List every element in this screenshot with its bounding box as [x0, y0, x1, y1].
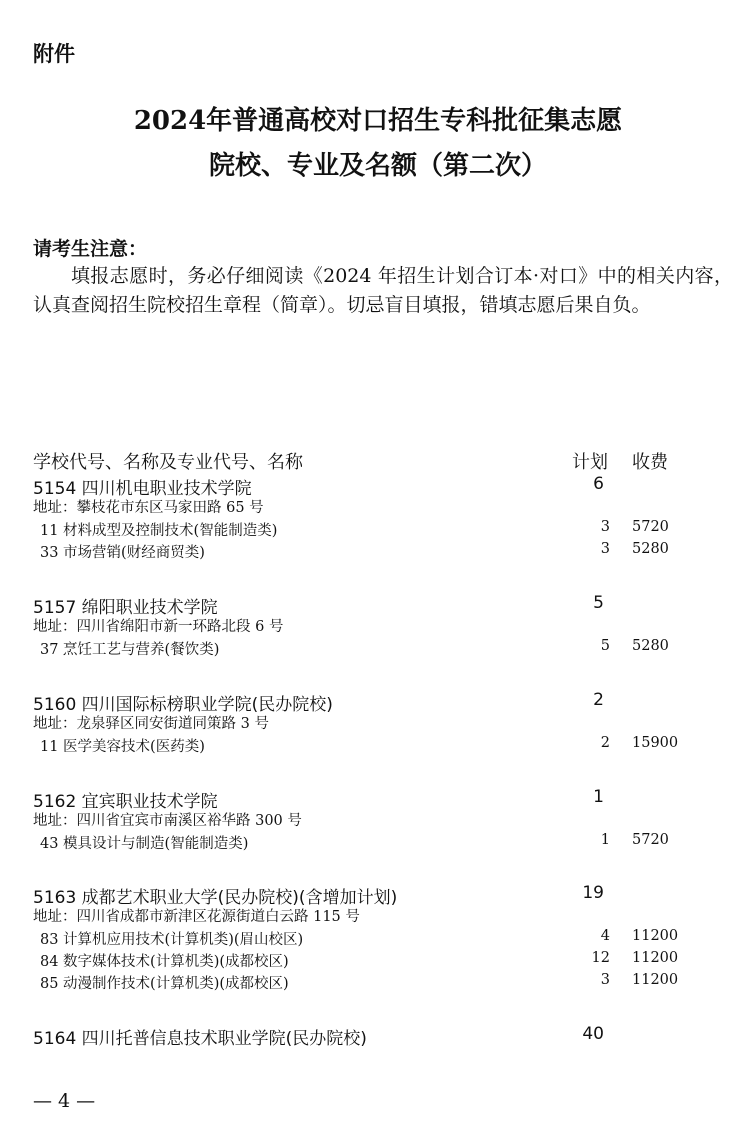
major-plan: 12 [591, 950, 610, 966]
school-name: 5162 宜宾职业技术学院 [33, 792, 218, 812]
major-name: 11 医学美容技术(医药类) [40, 739, 205, 755]
column-header-fee: 收费 [632, 452, 668, 473]
major-name: 83 计算机应用技术(计算机类)(眉山校区) [40, 932, 304, 948]
major-row [33, 950, 723, 970]
major-plan: 4 [600, 928, 610, 944]
major-row [33, 541, 723, 561]
notice-text: 填报志愿时，务必仔细阅读《2024 年招生计划合订本·对口》中的相关内容，认真查阅招生院校招生章程（简章）。切忌盲目填报，错填志愿后果自负。 [33, 265, 733, 316]
major-plan: 2 [600, 735, 610, 751]
major-row [33, 735, 723, 755]
page-title-line-1: 2024年普通高校对口招生专科批征集志愿 [133, 106, 623, 136]
major-plan: 3 [600, 519, 610, 535]
school-name: 5163 成都艺术职业大学(民办院校)(含增加计划) [33, 888, 398, 908]
major-row [33, 972, 723, 992]
school-plan: 40 [582, 1024, 604, 1044]
school-address: 地址：攀枝花市东区马家田路 65 号 [33, 500, 264, 516]
column-header-plan: 计划 [572, 452, 608, 473]
major-name: 33 市场营销(财经商贸类) [40, 545, 205, 561]
major-fee: 11200 [632, 950, 679, 966]
page-number: — 4 — [33, 1090, 96, 1112]
school-name: 5164 四川托普信息技术职业学院(民办院校) [33, 1029, 367, 1049]
major-fee: 11200 [632, 928, 679, 944]
major-plan: 3 [600, 972, 610, 988]
school-address: 地址：四川省宜宾市南溪区裕华路 300 号 [33, 813, 302, 829]
school-plan: 19 [582, 883, 604, 903]
major-row [33, 832, 723, 852]
major-fee: 11200 [632, 972, 679, 988]
major-name: 37 烹饪工艺与营养(餐饮类) [40, 642, 220, 658]
major-name: 11 材料成型及控制技术(智能制造类) [40, 523, 278, 539]
major-row [33, 638, 723, 658]
major-fee: 15900 [632, 735, 679, 751]
major-plan: 5 [600, 638, 610, 654]
major-fee: 5720 [632, 519, 669, 535]
school-address: 地址：四川省成都市新津区花源街道白云路 115 号 [33, 909, 360, 925]
attachment-label: 附件 [33, 42, 75, 66]
school-address: 地址：龙泉驿区同安街道同策路 3 号 [33, 716, 269, 732]
school-name: 5154 四川机电职业技术学院 [33, 479, 252, 499]
major-row [33, 519, 723, 539]
major-name: 43 模具设计与制造(智能制造类) [40, 836, 249, 852]
major-plan: 1 [600, 832, 610, 848]
major-row [33, 928, 723, 948]
school-name: 5157 绵阳职业技术学院 [33, 598, 218, 618]
school-name: 5160 四川国际标榜职业学院(民办院校) [33, 695, 333, 715]
school-plan: 5 [593, 593, 604, 613]
school-entry [33, 1024, 723, 1054]
school-address: 地址：四川省绵阳市新一环路北段 6 号 [33, 619, 284, 635]
major-plan: 3 [600, 541, 610, 557]
school-plan: 6 [593, 474, 604, 494]
major-fee: 5720 [632, 832, 669, 848]
notice-heading: 请考生注意： [33, 238, 148, 260]
major-fee: 5280 [632, 638, 669, 654]
school-plan: 1 [593, 787, 604, 807]
school-plan: 2 [593, 690, 604, 710]
major-name: 84 数字媒体技术(计算机类)(成都校区) [40, 954, 289, 970]
page-title-line-2: 院校、专业及名额（第二次） [208, 151, 547, 181]
column-header-name: 学校代号、名称及专业代号、名称 [33, 452, 303, 473]
major-name: 85 动漫制作技术(计算机类)(成都校区) [40, 976, 289, 992]
major-fee: 5280 [632, 541, 669, 557]
